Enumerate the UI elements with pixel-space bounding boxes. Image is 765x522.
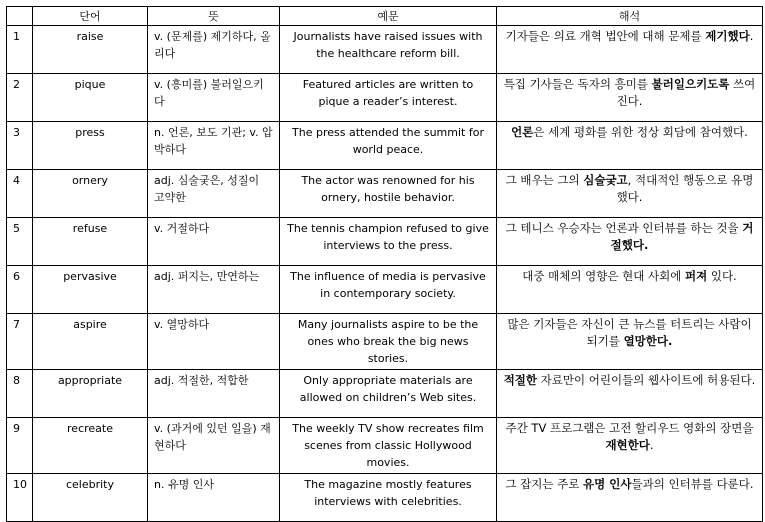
row-number: 8 (7, 370, 33, 418)
translation-text-end: 은 세계 평화를 위한 정상 회담에 참여했다. (533, 125, 748, 139)
translation-keyword: 불러일으키도록 (651, 77, 730, 91)
translation-text: 대중 매체의 영향은 현대 사회에 (522, 269, 685, 283)
translation-keyword: 거절했다. (610, 221, 754, 252)
table-row (7, 314, 763, 370)
word-cell: refuse (33, 218, 148, 266)
translation-cell (497, 122, 763, 170)
meaning-cell: v. (문제를) 제기하다, 올리다 (148, 26, 280, 74)
header-word: 단어 (33, 7, 148, 26)
translation-text-end: 있다. (707, 269, 737, 283)
translation-text: 그 테니스 우승자는 언론과 인터뷰를 하는 것을 (505, 221, 743, 235)
translation-text-end: 들과의 인터뷰를 다룬다. (631, 477, 754, 491)
row-number: 2 (7, 74, 33, 122)
header-row (7, 7, 763, 26)
word-cell: press (33, 122, 148, 170)
meaning-cell: v. (흥미를) 불러일으키다 (148, 74, 280, 122)
meaning-cell: v. (과거에 있던 일을) 재현하다 (148, 418, 280, 474)
example-cell: The magazine mostly features interviews with celebrities. (280, 474, 497, 522)
translation-cell (497, 218, 763, 266)
translation-text-end: 자료만이 어린이들의 웹사이트에 허용된다. (537, 373, 756, 387)
example-cell: Only appropriate materials are allowed on children’s Web sites. (280, 370, 497, 418)
row-number: 7 (7, 314, 33, 370)
word-cell: celebrity (33, 474, 148, 522)
word-cell: appropriate (33, 370, 148, 418)
meaning-cell: adj. 심술궂은, 성질이 고약한 (148, 170, 280, 218)
translation-cell (497, 314, 763, 370)
translation-keyword: 열망한다. (623, 334, 673, 348)
translation-cell (497, 74, 763, 122)
translation-keyword: 적절한 (503, 373, 538, 387)
translation-keyword: 언론 (511, 125, 534, 139)
table-row (7, 170, 763, 218)
meaning-cell: n. 유명 인사 (148, 474, 280, 522)
translation-text-end: , 적대적인 행동으로 유명했다. (616, 173, 754, 204)
table-row (7, 74, 763, 122)
translation-keyword: 퍼져 (684, 269, 708, 283)
word-cell: recreate (33, 418, 148, 474)
example-cell: Journalists have raised issues with the healthcare reform bill. (280, 26, 497, 74)
vocabulary-table (6, 6, 763, 522)
translation-cell (497, 418, 763, 474)
word-cell: pique (33, 74, 148, 122)
row-number: 10 (7, 474, 33, 522)
meaning-cell: adj. 적절한, 적합한 (148, 370, 280, 418)
table-row (7, 370, 763, 418)
table-row (7, 218, 763, 266)
meaning-cell: n. 언론, 보도 기관; v. 압박하다 (148, 122, 280, 170)
example-cell: Featured articles are written to pique a reader’s interest. (280, 74, 497, 122)
translation-text: 많은 기자들은 자신이 큰 뉴스를 터트리는 사람이 되기를 (507, 317, 752, 348)
header-translation: 해석 (497, 7, 763, 26)
table-row (7, 474, 763, 522)
table-row (7, 418, 763, 474)
translation-cell (497, 266, 763, 314)
word-cell: aspire (33, 314, 148, 370)
row-number: 1 (7, 26, 33, 74)
meaning-cell: v. 열망하다 (148, 314, 280, 370)
row-number: 9 (7, 418, 33, 474)
meaning-cell: adj. 퍼지는, 만연하는 (148, 266, 280, 314)
example-cell: The press attended the summit for world peace. (280, 122, 497, 170)
example-cell: Many journalists aspire to be the ones who break the big news stories. (280, 314, 497, 370)
translation-text-end: . (649, 438, 654, 452)
translation-keyword: 재현한다 (605, 438, 650, 452)
table-row (7, 26, 763, 74)
translation-cell (497, 170, 763, 218)
translation-text-end: . (749, 29, 754, 43)
example-cell: The actor was renowned for his ornery, hostile behavior. (280, 170, 497, 218)
header-meaning: 뜻 (148, 7, 280, 26)
translation-cell (497, 370, 763, 418)
word-cell: raise (33, 26, 148, 74)
translation-keyword: 유명 인사 (583, 477, 632, 491)
row-number: 6 (7, 266, 33, 314)
row-number: 4 (7, 170, 33, 218)
word-cell: ornery (33, 170, 148, 218)
example-cell: The tennis champion refused to give interviews to the press. (280, 218, 497, 266)
translation-keyword: 심술궂고 (583, 173, 628, 187)
translation-text: 그 배우는 그의 (505, 173, 584, 187)
translation-text: 특집 기사들은 독자의 흥미를 (503, 77, 652, 91)
word-cell: pervasive (33, 266, 148, 314)
translation-text-end: 쓰여진다. (616, 77, 756, 108)
translation-text: 주간 TV 프로그램은 고전 할리우드 영화의 장면을 (505, 421, 754, 435)
row-number: 5 (7, 218, 33, 266)
translation-cell (497, 26, 763, 74)
example-cell: The weekly TV show recreates film scenes from classic Hollywood movies. (280, 418, 497, 474)
example-cell: The influence of media is pervasive in contemporary society. (280, 266, 497, 314)
table-row (7, 122, 763, 170)
meaning-cell: v. 거절하다 (148, 218, 280, 266)
translation-keyword: 제기했다 (705, 29, 750, 43)
translation-text: 그 잡지는 주로 (505, 477, 584, 491)
header-number (7, 7, 33, 26)
translation-cell (497, 474, 763, 522)
table-row (7, 266, 763, 314)
translation-text: 기자들은 의료 개혁 법안에 대해 문제를 (505, 29, 706, 43)
row-number: 3 (7, 122, 33, 170)
header-example: 예문 (280, 7, 497, 26)
